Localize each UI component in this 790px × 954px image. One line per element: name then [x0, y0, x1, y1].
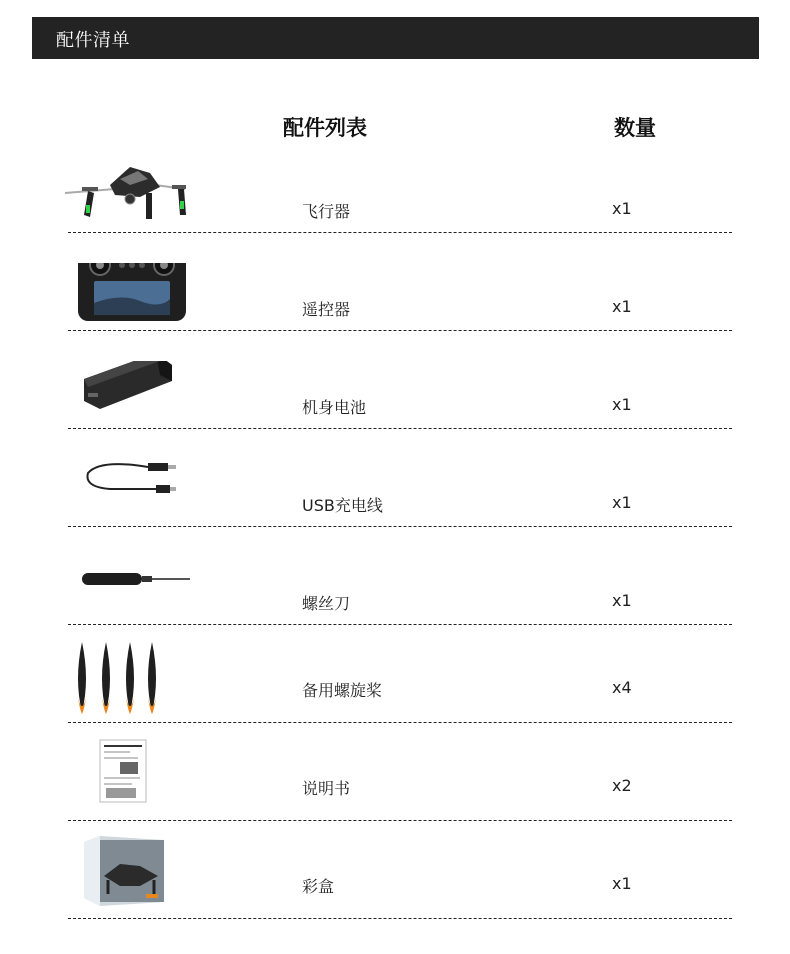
list-item	[0, 361, 790, 459]
battery-icon	[60, 361, 200, 451]
propeller-icon	[60, 640, 200, 730]
item-name: USB充电线	[302, 496, 383, 515]
column-header-quantity: 数量	[614, 116, 656, 140]
list-item	[0, 263, 790, 361]
row-divider	[68, 526, 732, 527]
row-divider	[68, 820, 732, 821]
drone-icon	[60, 165, 200, 255]
row-divider	[68, 330, 732, 331]
item-quantity: x1	[612, 874, 632, 893]
list-item	[0, 640, 790, 738]
item-name: 遥控器	[302, 300, 351, 319]
item-quantity: x1	[612, 395, 632, 414]
item-quantity: x1	[612, 297, 632, 316]
item-name: 彩盒	[302, 877, 335, 896]
list-item	[0, 459, 790, 557]
row-divider	[68, 428, 732, 429]
item-name: 机身电池	[302, 398, 367, 417]
row-divider	[68, 232, 732, 233]
item-quantity: x1	[612, 199, 632, 218]
manual-icon	[60, 738, 200, 828]
item-quantity: x1	[612, 591, 632, 610]
usb-cable-icon	[60, 459, 200, 549]
column-header-items: 配件列表	[283, 116, 367, 140]
item-quantity: x2	[612, 776, 632, 795]
item-name: 螺丝刀	[302, 594, 351, 613]
remote-controller-icon	[60, 263, 200, 353]
item-name: 飞行器	[302, 202, 351, 221]
row-divider	[68, 918, 732, 919]
screwdriver-icon	[60, 557, 200, 647]
item-quantity: x4	[612, 678, 632, 697]
item-quantity: x1	[612, 493, 632, 512]
section-title: 配件清单	[56, 30, 130, 51]
section-banner	[32, 17, 759, 59]
list-item	[0, 738, 790, 836]
list-item	[0, 165, 790, 263]
item-name: 说明书	[302, 779, 351, 798]
item-name: 备用螺旋桨	[302, 681, 383, 700]
color-box-icon	[60, 836, 200, 926]
row-divider	[68, 722, 732, 723]
row-divider	[68, 624, 732, 625]
list-item	[0, 836, 790, 934]
